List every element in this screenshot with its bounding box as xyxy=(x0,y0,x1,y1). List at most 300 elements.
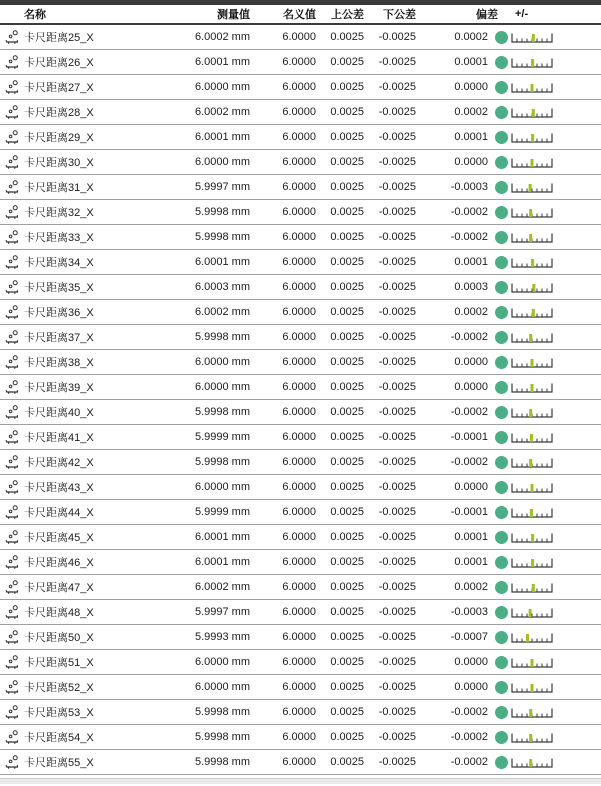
caliper-distance-icon xyxy=(0,300,24,324)
measurement-row[interactable] xyxy=(0,275,601,300)
measurement-row[interactable] xyxy=(0,575,601,600)
lower-tolerance-value: -0.0025 xyxy=(378,581,416,593)
nominal-value: 6.0000 xyxy=(282,431,316,443)
measured-value: 5.9998 mm xyxy=(194,206,250,218)
deviation-value: -0.0003 xyxy=(450,606,488,618)
tolerance-indicator xyxy=(493,105,601,119)
column-header-lower-tol[interactable]: 下公差 xyxy=(383,9,416,21)
nominal-value: 6.0000 xyxy=(282,156,316,168)
caliper-distance-icon xyxy=(0,600,24,624)
upper-tolerance-value: 0.0025 xyxy=(330,81,364,93)
nominal-value: 6.0000 xyxy=(282,256,316,268)
measured-value: 6.0002 mm xyxy=(194,581,250,593)
measurement-row[interactable] xyxy=(0,750,601,775)
feature-name: 卡尺距离54_X xyxy=(24,732,94,744)
tolerance-indicator xyxy=(493,480,601,494)
upper-tolerance-value: 0.0025 xyxy=(330,456,364,468)
tolerance-indicator xyxy=(493,530,601,544)
measurement-row[interactable] xyxy=(0,175,601,200)
caliper-distance-icon xyxy=(0,625,24,649)
measured-value: 6.0000 mm xyxy=(194,381,250,393)
nominal-value: 6.0000 xyxy=(282,331,316,343)
upper-tolerance-value: 0.0025 xyxy=(330,706,364,718)
upper-tolerance-value: 0.0025 xyxy=(330,306,364,318)
deviation-sparkline-icon xyxy=(511,580,553,594)
measurement-row[interactable] xyxy=(0,675,601,700)
deviation-value: -0.0002 xyxy=(450,456,488,468)
tolerance-indicator xyxy=(493,555,601,569)
feature-name: 卡尺距离29_X xyxy=(24,132,94,144)
lower-tolerance-value: -0.0025 xyxy=(378,306,416,318)
measurement-row[interactable] xyxy=(0,75,601,100)
tolerance-indicator xyxy=(493,255,601,269)
deviation-value: 0.0000 xyxy=(454,681,488,693)
deviation-value: 0.0000 xyxy=(454,356,488,368)
deviation-value: -0.0002 xyxy=(450,231,488,243)
measurement-row[interactable] xyxy=(0,475,601,500)
nominal-value: 6.0000 xyxy=(282,706,316,718)
deviation-sparkline-icon xyxy=(511,230,553,244)
status-circle-icon xyxy=(495,131,508,144)
upper-tolerance-value: 0.0025 xyxy=(330,156,364,168)
status-circle-icon xyxy=(495,356,508,369)
measurement-row[interactable] xyxy=(0,200,601,225)
caliper-distance-icon xyxy=(0,650,24,674)
feature-name: 卡尺距离41_X xyxy=(24,432,94,444)
next-row-partial xyxy=(0,778,601,784)
feature-name: 卡尺距离37_X xyxy=(24,332,94,344)
measurement-row[interactable] xyxy=(0,450,601,475)
lower-tolerance-value: -0.0025 xyxy=(378,331,416,343)
measurement-row[interactable] xyxy=(0,525,601,550)
deviation-value: 0.0001 xyxy=(454,56,488,68)
nominal-value: 6.0000 xyxy=(282,206,316,218)
feature-name: 卡尺距离51_X xyxy=(24,657,94,669)
lower-tolerance-value: -0.0025 xyxy=(378,656,416,668)
measurement-row[interactable] xyxy=(0,625,601,650)
deviation-sparkline-icon xyxy=(511,755,553,769)
lower-tolerance-value: -0.0025 xyxy=(378,181,416,193)
measurement-row[interactable] xyxy=(0,425,601,450)
feature-name: 卡尺距离39_X xyxy=(24,382,94,394)
caliper-distance-icon xyxy=(0,750,24,774)
measurement-row[interactable] xyxy=(0,25,601,50)
feature-name: 卡尺距离36_X xyxy=(24,307,94,319)
caliper-distance-icon xyxy=(0,500,24,524)
deviation-sparkline-icon xyxy=(511,355,553,369)
caliper-distance-icon xyxy=(0,200,24,224)
status-circle-icon xyxy=(495,756,508,769)
upper-tolerance-value: 0.0025 xyxy=(330,656,364,668)
caliper-distance-icon xyxy=(0,325,24,349)
tolerance-indicator xyxy=(493,505,601,519)
caliper-distance-icon xyxy=(0,100,24,124)
feature-name: 卡尺距离42_X xyxy=(24,457,94,469)
deviation-sparkline-icon xyxy=(511,555,553,569)
measurement-row[interactable] xyxy=(0,150,601,175)
measured-value: 5.9998 mm xyxy=(194,331,250,343)
deviation-value: 0.0003 xyxy=(454,281,488,293)
measured-value: 5.9999 mm xyxy=(194,431,250,443)
deviation-value: 0.0000 xyxy=(454,481,488,493)
lower-tolerance-value: -0.0025 xyxy=(378,456,416,468)
tolerance-indicator xyxy=(493,380,601,394)
status-circle-icon xyxy=(495,331,508,344)
deviation-sparkline-icon xyxy=(511,605,553,619)
measured-value: 5.9997 mm xyxy=(194,606,250,618)
nominal-value: 6.0000 xyxy=(282,306,316,318)
caliper-distance-icon xyxy=(0,250,24,274)
deviation-value: 0.0001 xyxy=(454,556,488,568)
measurement-row[interactable] xyxy=(0,325,601,350)
measurement-row[interactable] xyxy=(0,125,601,150)
tolerance-indicator xyxy=(493,580,601,594)
caliper-distance-icon xyxy=(0,725,24,749)
lower-tolerance-value: -0.0025 xyxy=(378,356,416,368)
upper-tolerance-value: 0.0025 xyxy=(330,256,364,268)
measured-value: 6.0002 mm xyxy=(194,306,250,318)
caliper-distance-icon xyxy=(0,400,24,424)
feature-name: 卡尺距离48_X xyxy=(24,607,94,619)
measurement-row[interactable] xyxy=(0,375,601,400)
caliper-distance-icon xyxy=(0,525,24,549)
tolerance-indicator xyxy=(493,155,601,169)
status-circle-icon xyxy=(495,106,508,119)
nominal-value: 6.0000 xyxy=(282,181,316,193)
table-header-row xyxy=(0,5,601,25)
deviation-value: 0.0001 xyxy=(454,256,488,268)
deviation-value: -0.0002 xyxy=(450,756,488,768)
tolerance-indicator xyxy=(493,680,601,694)
status-circle-icon xyxy=(495,581,508,594)
status-circle-icon xyxy=(495,206,508,219)
deviation-value: -0.0001 xyxy=(450,431,488,443)
measured-value: 5.9997 mm xyxy=(194,181,250,193)
measurement-row[interactable] xyxy=(0,350,601,375)
lower-tolerance-value: -0.0025 xyxy=(378,606,416,618)
caliper-distance-icon xyxy=(0,225,24,249)
lower-tolerance-value: -0.0025 xyxy=(378,481,416,493)
tolerance-indicator xyxy=(493,205,601,219)
lower-tolerance-value: -0.0025 xyxy=(378,556,416,568)
measurement-row[interactable] xyxy=(0,300,601,325)
lower-tolerance-value: -0.0025 xyxy=(378,381,416,393)
measured-value: 6.0001 mm xyxy=(194,531,250,543)
status-circle-icon xyxy=(495,56,508,69)
lower-tolerance-value: -0.0025 xyxy=(378,56,416,68)
tolerance-indicator xyxy=(493,30,601,44)
nominal-value: 6.0000 xyxy=(282,31,316,43)
deviation-sparkline-icon xyxy=(511,730,553,744)
measured-value: 6.0000 mm xyxy=(194,481,250,493)
deviation-value: 0.0000 xyxy=(454,656,488,668)
caliper-distance-icon xyxy=(0,425,24,449)
upper-tolerance-value: 0.0025 xyxy=(330,31,364,43)
tolerance-indicator xyxy=(493,280,601,294)
feature-name: 卡尺距离55_X xyxy=(24,757,94,769)
measured-value: 5.9998 mm xyxy=(194,456,250,468)
measured-value: 6.0002 mm xyxy=(194,31,250,43)
upper-tolerance-value: 0.0025 xyxy=(330,406,364,418)
feature-name: 卡尺距离25_X xyxy=(24,32,94,44)
status-circle-icon xyxy=(495,231,508,244)
upper-tolerance-value: 0.0025 xyxy=(330,556,364,568)
caliper-distance-icon xyxy=(0,350,24,374)
measurement-row[interactable] xyxy=(0,650,601,675)
deviation-sparkline-icon xyxy=(511,205,553,219)
status-circle-icon xyxy=(495,381,508,394)
tolerance-indicator xyxy=(493,705,601,719)
upper-tolerance-value: 0.0025 xyxy=(330,731,364,743)
measurement-row[interactable] xyxy=(0,500,601,525)
measured-value: 5.9998 mm xyxy=(194,231,250,243)
deviation-sparkline-icon xyxy=(511,30,553,44)
deviation-sparkline-icon xyxy=(511,405,553,419)
upper-tolerance-value: 0.0025 xyxy=(330,506,364,518)
measurement-row[interactable] xyxy=(0,600,601,625)
deviation-sparkline-icon xyxy=(511,655,553,669)
caliper-distance-icon xyxy=(0,700,24,724)
lower-tolerance-value: -0.0025 xyxy=(378,431,416,443)
deviation-value: 0.0002 xyxy=(454,106,488,118)
lower-tolerance-value: -0.0025 xyxy=(378,206,416,218)
upper-tolerance-value: 0.0025 xyxy=(330,356,364,368)
status-circle-icon xyxy=(495,306,508,319)
upper-tolerance-value: 0.0025 xyxy=(330,331,364,343)
nominal-value: 6.0000 xyxy=(282,656,316,668)
nominal-value: 6.0000 xyxy=(282,681,316,693)
measured-value: 5.9993 mm xyxy=(194,631,250,643)
status-circle-icon xyxy=(495,256,508,269)
feature-name: 卡尺距离52_X xyxy=(24,682,94,694)
deviation-value: -0.0002 xyxy=(450,206,488,218)
status-circle-icon xyxy=(495,681,508,694)
deviation-value: 0.0002 xyxy=(454,31,488,43)
nominal-value: 6.0000 xyxy=(282,631,316,643)
measurement-row[interactable] xyxy=(0,550,601,575)
status-circle-icon xyxy=(495,606,508,619)
deviation-value: 0.0000 xyxy=(454,381,488,393)
nominal-value: 6.0000 xyxy=(282,381,316,393)
feature-name: 卡尺距离32_X xyxy=(24,207,94,219)
measured-value: 6.0001 mm xyxy=(194,556,250,568)
status-circle-icon xyxy=(495,656,508,669)
column-header-plus-minus[interactable]: +/- xyxy=(515,8,529,20)
caliper-distance-icon xyxy=(0,675,24,699)
tolerance-indicator xyxy=(493,330,601,344)
tolerance-indicator xyxy=(493,730,601,744)
deviation-sparkline-icon xyxy=(511,630,553,644)
deviation-sparkline-icon xyxy=(511,380,553,394)
deviation-value: -0.0002 xyxy=(450,731,488,743)
lower-tolerance-value: -0.0025 xyxy=(378,256,416,268)
status-circle-icon xyxy=(495,531,508,544)
deviation-sparkline-icon xyxy=(511,180,553,194)
deviation-value: -0.0001 xyxy=(450,506,488,518)
deviation-sparkline-icon xyxy=(511,705,553,719)
status-circle-icon xyxy=(495,481,508,494)
measured-value: 6.0000 mm xyxy=(194,356,250,368)
nominal-value: 6.0000 xyxy=(282,731,316,743)
feature-name: 卡尺距离31_X xyxy=(24,182,94,194)
upper-tolerance-value: 0.0025 xyxy=(330,206,364,218)
status-circle-icon xyxy=(495,631,508,644)
deviation-value: -0.0007 xyxy=(450,631,488,643)
upper-tolerance-value: 0.0025 xyxy=(330,531,364,543)
deviation-sparkline-icon xyxy=(511,155,553,169)
deviation-value: 0.0000 xyxy=(454,156,488,168)
feature-name: 卡尺距离35_X xyxy=(24,282,94,294)
upper-tolerance-value: 0.0025 xyxy=(330,681,364,693)
deviation-sparkline-icon xyxy=(511,105,553,119)
nominal-value: 6.0000 xyxy=(282,281,316,293)
deviation-sparkline-icon xyxy=(511,430,553,444)
measurement-row[interactable] xyxy=(0,225,601,250)
deviation-sparkline-icon xyxy=(511,280,553,294)
measurement-row[interactable] xyxy=(0,50,601,75)
caliper-distance-icon xyxy=(0,275,24,299)
status-circle-icon xyxy=(495,281,508,294)
nominal-value: 6.0000 xyxy=(282,356,316,368)
feature-name: 卡尺距离43_X xyxy=(24,482,94,494)
upper-tolerance-value: 0.0025 xyxy=(330,231,364,243)
measured-value: 6.0003 mm xyxy=(194,281,250,293)
upper-tolerance-value: 0.0025 xyxy=(330,431,364,443)
deviation-sparkline-icon xyxy=(511,80,553,94)
caliper-distance-icon xyxy=(0,475,24,499)
lower-tolerance-value: -0.0025 xyxy=(378,281,416,293)
deviation-sparkline-icon xyxy=(511,505,553,519)
column-header-name[interactable]: 名称 xyxy=(24,9,46,21)
column-header-deviation[interactable]: 偏差 xyxy=(476,9,498,21)
feature-name: 卡尺距离28_X xyxy=(24,107,94,119)
deviation-value: 0.0002 xyxy=(454,581,488,593)
lower-tolerance-value: -0.0025 xyxy=(378,81,416,93)
tolerance-indicator xyxy=(493,355,601,369)
lower-tolerance-value: -0.0025 xyxy=(378,156,416,168)
feature-name: 卡尺距离34_X xyxy=(24,257,94,269)
tolerance-indicator xyxy=(493,630,601,644)
lower-tolerance-value: -0.0025 xyxy=(378,531,416,543)
upper-tolerance-value: 0.0025 xyxy=(330,181,364,193)
status-circle-icon xyxy=(495,556,508,569)
deviation-value: 0.0001 xyxy=(454,131,488,143)
status-circle-icon xyxy=(495,506,508,519)
upper-tolerance-value: 0.0025 xyxy=(330,581,364,593)
measured-value: 6.0000 mm xyxy=(194,681,250,693)
feature-name: 卡尺距离27_X xyxy=(24,82,94,94)
measurement-row[interactable] xyxy=(0,100,601,125)
measurement-row[interactable] xyxy=(0,725,601,750)
tolerance-indicator xyxy=(493,80,601,94)
upper-tolerance-value: 0.0025 xyxy=(330,481,364,493)
caliper-distance-icon xyxy=(0,575,24,599)
deviation-sparkline-icon xyxy=(511,255,553,269)
tolerance-indicator xyxy=(493,430,601,444)
lower-tolerance-value: -0.0025 xyxy=(378,31,416,43)
tolerance-indicator xyxy=(493,230,601,244)
nominal-value: 6.0000 xyxy=(282,756,316,768)
nominal-value: 6.0000 xyxy=(282,81,316,93)
measured-value: 6.0001 mm xyxy=(194,56,250,68)
measured-value: 5.9998 mm xyxy=(194,406,250,418)
upper-tolerance-value: 0.0025 xyxy=(330,606,364,618)
column-header-upper-tol[interactable]: 上公差 xyxy=(331,9,364,21)
nominal-value: 6.0000 xyxy=(282,556,316,568)
lower-tolerance-value: -0.0025 xyxy=(378,131,416,143)
deviation-value: -0.0002 xyxy=(450,331,488,343)
lower-tolerance-value: -0.0025 xyxy=(378,681,416,693)
measured-value: 6.0000 mm xyxy=(194,81,250,93)
status-circle-icon xyxy=(495,406,508,419)
caliper-distance-icon xyxy=(0,450,24,474)
lower-tolerance-value: -0.0025 xyxy=(378,731,416,743)
caliper-distance-icon xyxy=(0,550,24,574)
deviation-value: -0.0003 xyxy=(450,181,488,193)
lower-tolerance-value: -0.0025 xyxy=(378,106,416,118)
deviation-sparkline-icon xyxy=(511,680,553,694)
lower-tolerance-value: -0.0025 xyxy=(378,231,416,243)
caliper-distance-icon xyxy=(0,50,24,74)
measurement-row[interactable] xyxy=(0,400,601,425)
deviation-value: 0.0002 xyxy=(454,306,488,318)
column-header-nominal[interactable]: 名义值 xyxy=(283,9,316,21)
caliper-distance-icon xyxy=(0,375,24,399)
caliper-distance-icon xyxy=(0,150,24,174)
status-circle-icon xyxy=(495,706,508,719)
deviation-sparkline-icon xyxy=(511,530,553,544)
nominal-value: 6.0000 xyxy=(282,406,316,418)
tolerance-indicator xyxy=(493,755,601,769)
lower-tolerance-value: -0.0025 xyxy=(378,756,416,768)
measured-value: 5.9998 mm xyxy=(194,731,250,743)
caliper-distance-icon xyxy=(0,175,24,199)
status-circle-icon xyxy=(495,181,508,194)
status-circle-icon xyxy=(495,31,508,44)
tolerance-indicator xyxy=(493,180,601,194)
measured-value: 6.0001 mm xyxy=(194,131,250,143)
deviation-value: 0.0000 xyxy=(454,81,488,93)
measurement-row[interactable] xyxy=(0,700,601,725)
column-header-measured[interactable]: 测量值 xyxy=(217,9,250,21)
deviation-sparkline-icon xyxy=(511,480,553,494)
status-circle-icon xyxy=(495,81,508,94)
deviation-sparkline-icon xyxy=(511,130,553,144)
upper-tolerance-value: 0.0025 xyxy=(330,756,364,768)
deviation-value: -0.0002 xyxy=(450,706,488,718)
caliper-distance-icon xyxy=(0,25,24,49)
measured-value: 6.0001 mm xyxy=(194,256,250,268)
lower-tolerance-value: -0.0025 xyxy=(378,406,416,418)
upper-tolerance-value: 0.0025 xyxy=(330,131,364,143)
measured-value: 5.9998 mm xyxy=(194,756,250,768)
tolerance-indicator xyxy=(493,455,601,469)
measured-value: 5.9998 mm xyxy=(194,706,250,718)
status-circle-icon xyxy=(495,156,508,169)
feature-name: 卡尺距离33_X xyxy=(24,232,94,244)
measured-value: 5.9999 mm xyxy=(194,506,250,518)
upper-tolerance-value: 0.0025 xyxy=(330,631,364,643)
feature-name: 卡尺距离38_X xyxy=(24,357,94,369)
nominal-value: 6.0000 xyxy=(282,456,316,468)
tolerance-indicator xyxy=(493,130,601,144)
deviation-sparkline-icon xyxy=(511,55,553,69)
lower-tolerance-value: -0.0025 xyxy=(378,706,416,718)
measurement-row[interactable] xyxy=(0,250,601,275)
upper-tolerance-value: 0.0025 xyxy=(330,281,364,293)
tolerance-indicator xyxy=(493,305,601,319)
measured-value: 6.0000 mm xyxy=(194,656,250,668)
